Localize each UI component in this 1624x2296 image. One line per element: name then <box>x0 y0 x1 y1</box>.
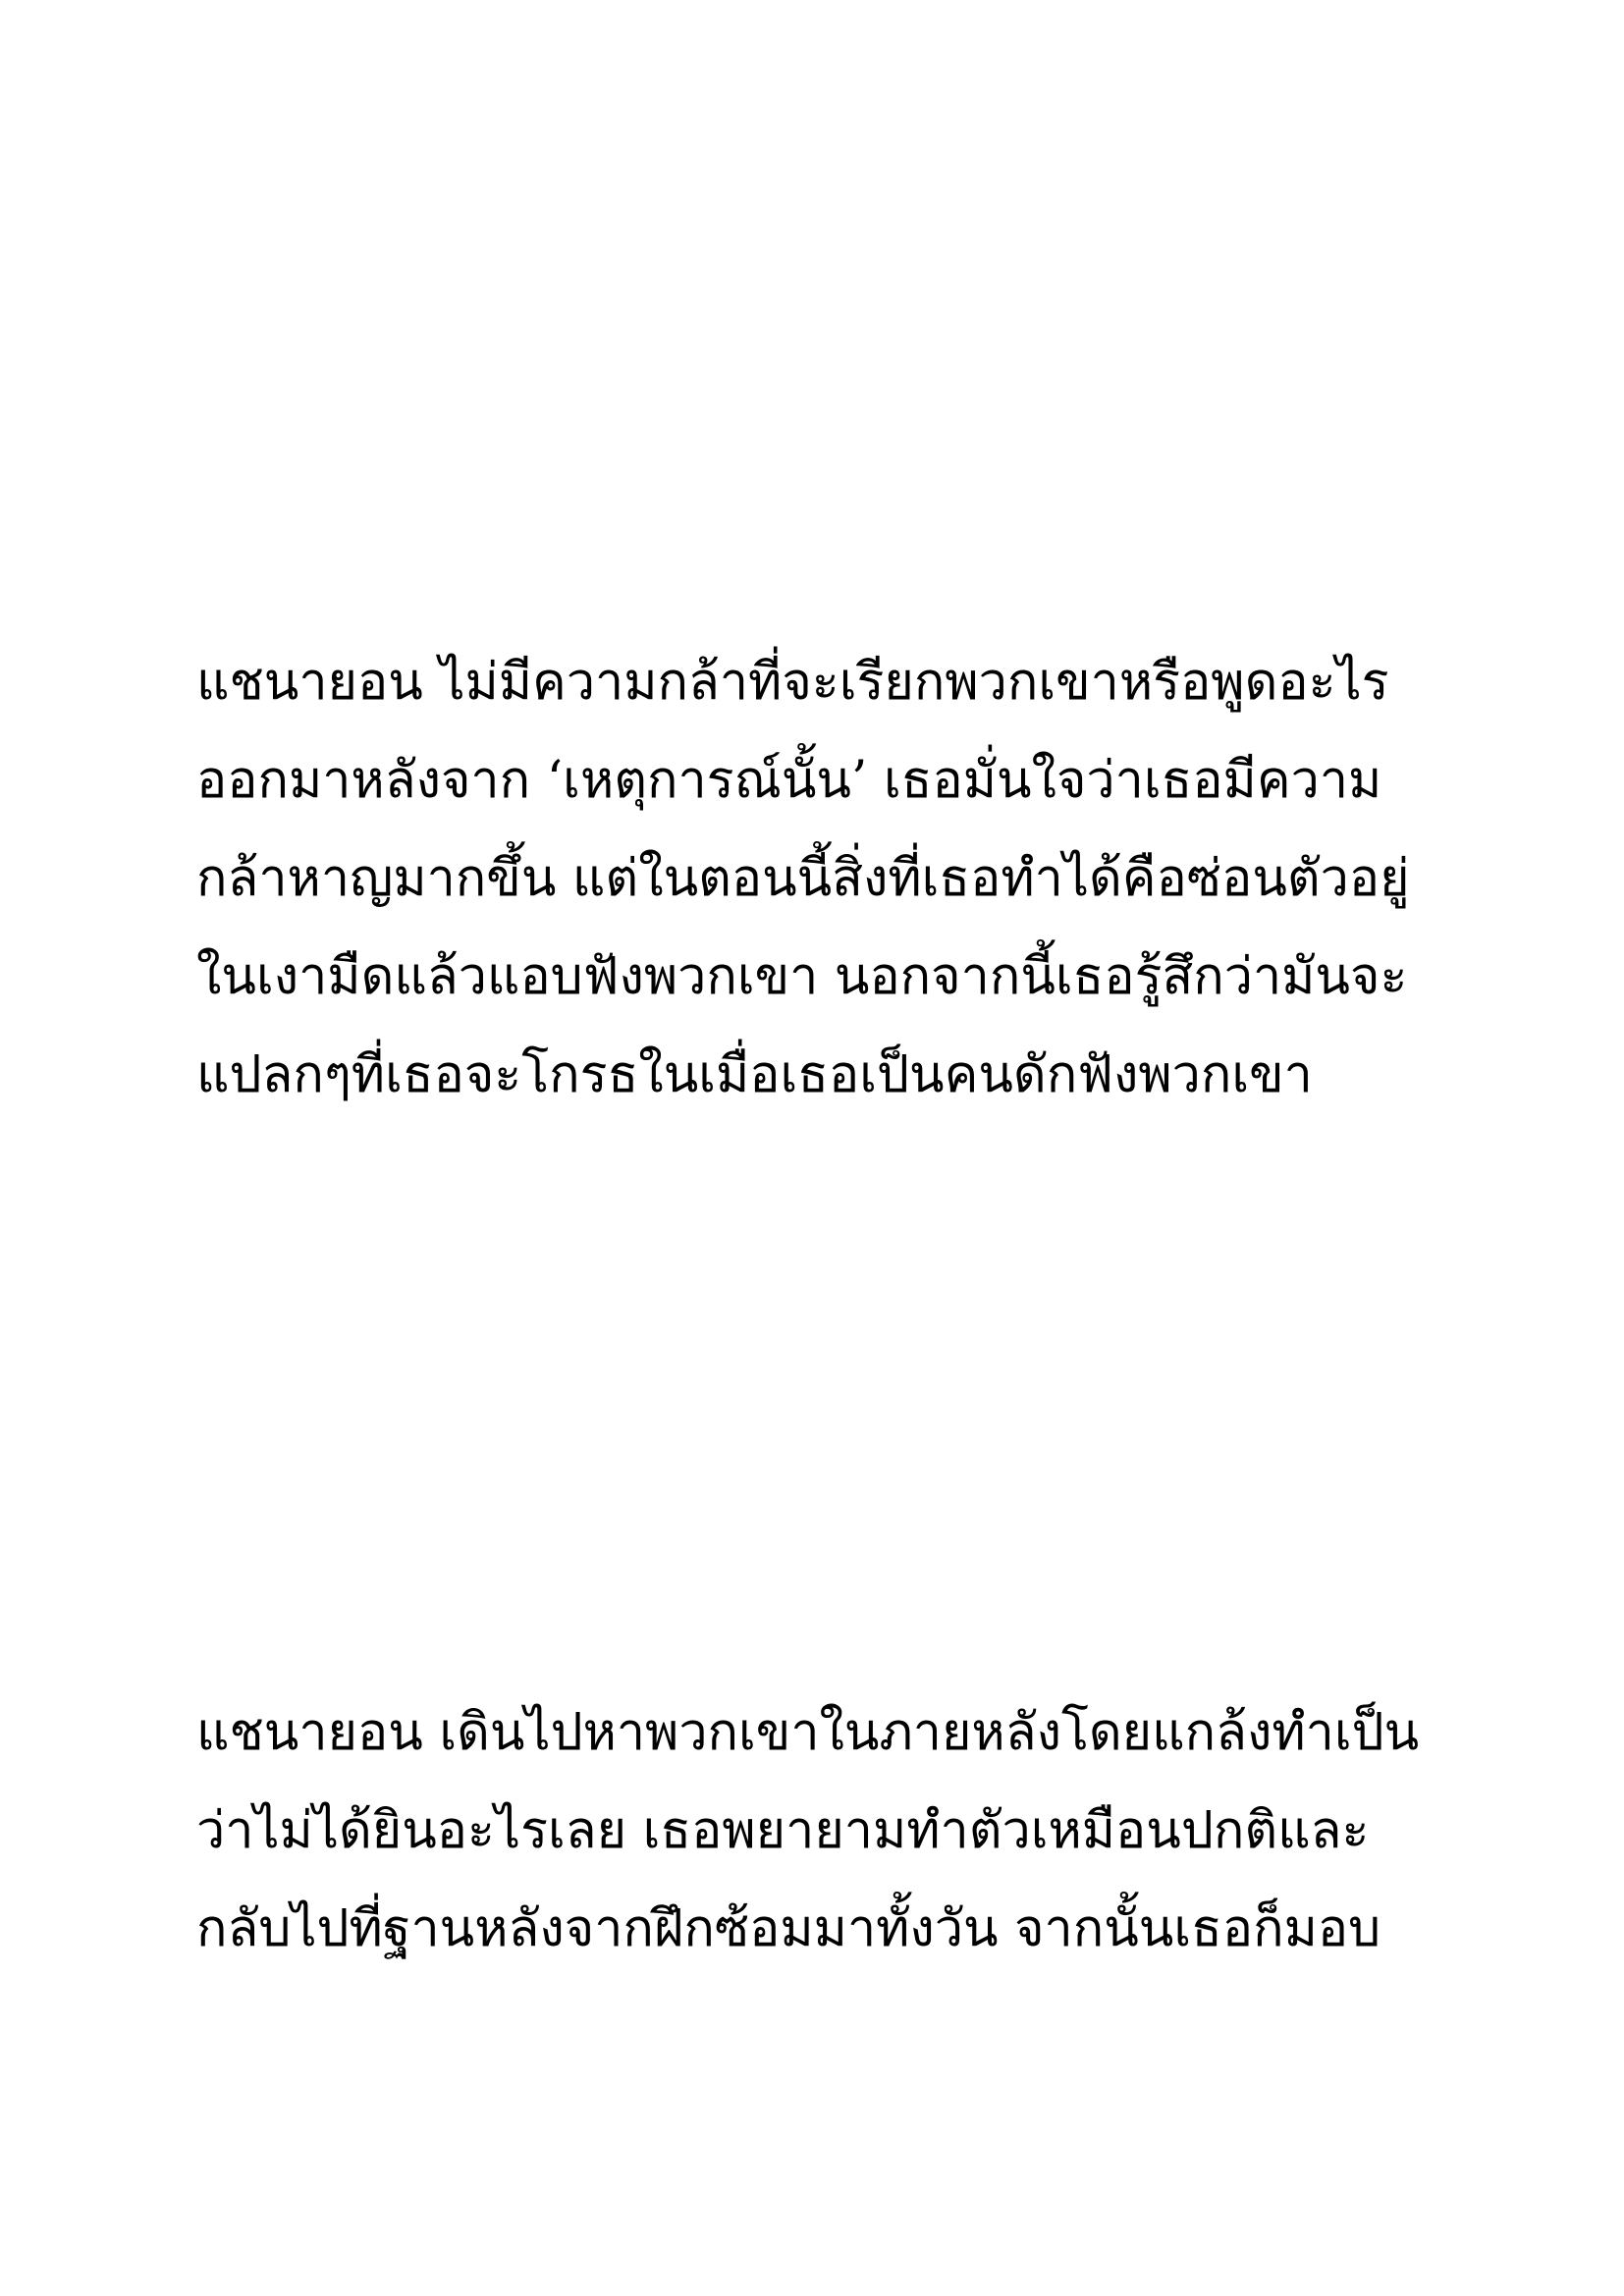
paragraph-2 <box>196 1683 1473 1978</box>
paragraph-line: แชนายอน เดินไปหาพวกเขาในภายหลังโดยแกล้งทำเป็น <box>196 1703 1420 1762</box>
paragraph-line: แปลกๆที่เธอจะโกรธในเมื่อเธอเป็นคนดักฟังพวกเขา <box>196 1045 1313 1104</box>
paragraph-line: ออกมาหลังจาก ‘เหตุการณ์นั้น’ เธอมั่นใจว่าเธอมีความ <box>196 751 1382 810</box>
paragraph-1 <box>196 633 1473 1124</box>
paragraph-line: แชนายอน ไม่มีความกล้าที่จะเรียกพวกเขาหรือพูดอะไร <box>196 653 1389 712</box>
paragraph-line: ในเงามืดแล้วแอบฟังพวกเขา นอกจากนี้เธอรู้สึกว่ามันจะ <box>196 947 1408 1006</box>
paragraph-line: กลับไปที่ฐานหลังจากฝึกซ้อมมาทั้งวัน จากนั้นเธอก็มอบ <box>196 1899 1381 1958</box>
paragraph-line: ว่าไม่ได้ยินอะไรเลย เธอพยายามทำตัวเหมือนปกติและ <box>196 1801 1370 1860</box>
paragraph-line: กล้าหาญมากขึ้น แต่ในตอนนี้สิ่งที่เธอทำได้คือซ่อนตัวอยู่ <box>196 849 1410 908</box>
